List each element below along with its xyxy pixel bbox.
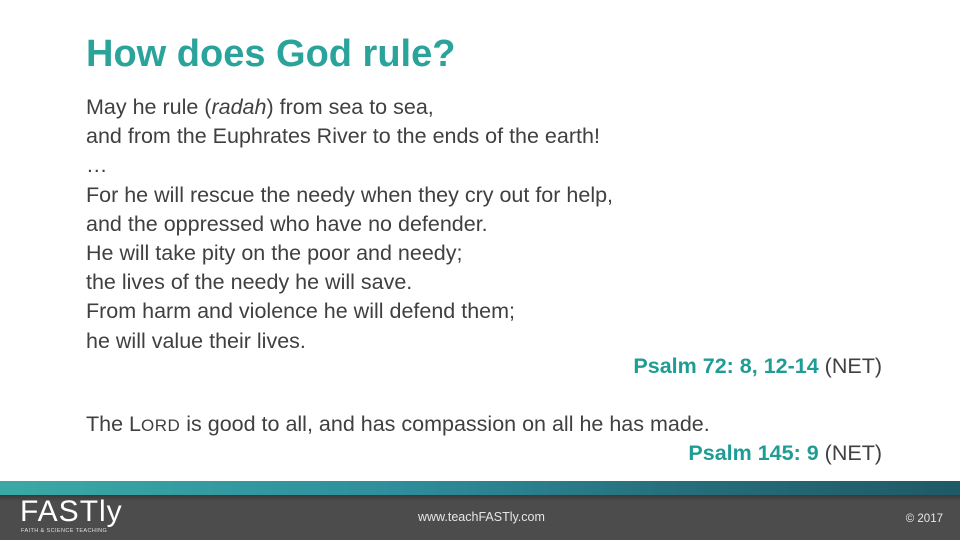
- verse-line: he will value their lives.: [86, 328, 306, 353]
- reference-version: (NET): [824, 441, 882, 465]
- reference-name: Psalm 145: 9: [688, 441, 819, 465]
- verse-line: the lives of the needy he will save.: [86, 270, 413, 295]
- verse-line: May he rule (radah) from sea to sea,: [86, 95, 434, 119]
- slide-title: How does God rule?: [86, 33, 456, 75]
- website-url: www.teachFASTly.com: [418, 510, 545, 524]
- scripture-reference-1: [633, 354, 882, 379]
- footer-accent-stripe: [0, 481, 960, 495]
- psalm-145-verse: The LORD is good to all, and has compassion on all he has made.: [86, 412, 710, 436]
- verse-line: From harm and violence he will defend them;: [86, 299, 516, 324]
- verse-line: and the oppressed who have no defender.: [86, 211, 488, 236]
- hebrew-word: radah: [211, 95, 267, 119]
- reference-name: Psalm 72: 8, 12-14: [633, 354, 819, 378]
- copyright-notice: © 2017: [905, 513, 943, 525]
- footer-divider: [0, 495, 960, 501]
- verse-line: He will take pity on the poor and needy;: [86, 240, 463, 265]
- psalm-72-passage: [86, 93, 613, 356]
- fastly-logo: [20, 495, 130, 537]
- logo-tagline: FAITH & SCIENCE TEACHING: [21, 528, 108, 534]
- reference-version: (NET): [824, 354, 882, 378]
- verse-ellipsis: …: [86, 153, 108, 178]
- logo-wordmark: FASTly: [20, 495, 123, 528]
- verse-line: and from the Euphrates River to the ends of the earth!: [86, 124, 600, 149]
- verse-line: For he will rescue the needy when they cry out for help,: [86, 182, 614, 207]
- scripture-reference-2: [688, 441, 882, 466]
